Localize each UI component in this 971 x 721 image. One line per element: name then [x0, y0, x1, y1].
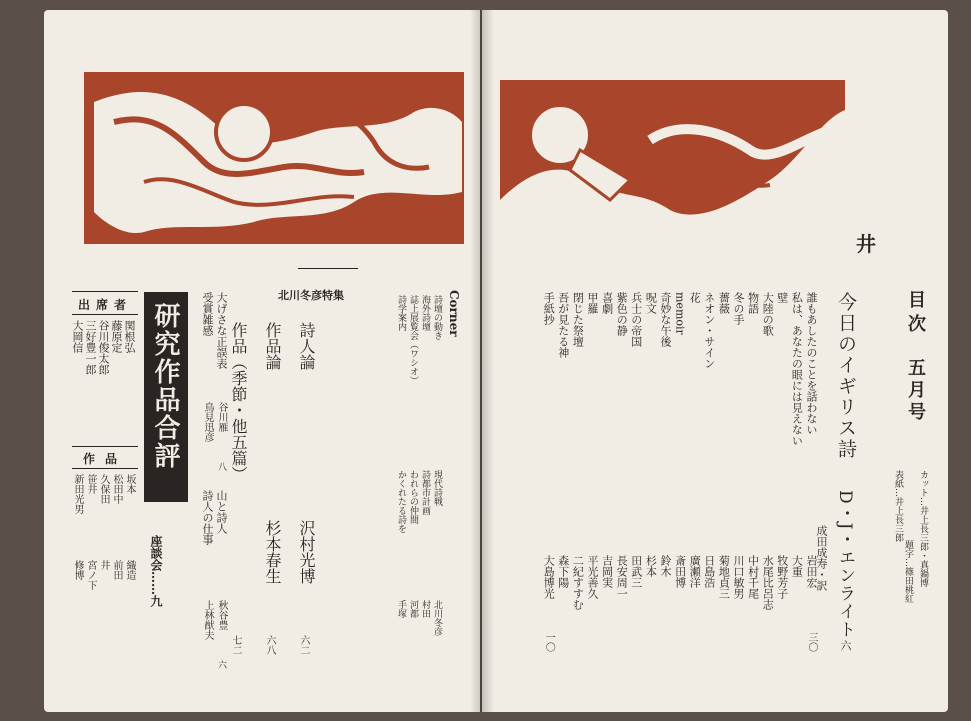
cut-credit: カット…井上長三郎・真鍋博 [918, 470, 928, 587]
section-title-block [144, 292, 188, 502]
special-item-page: 七二 [230, 635, 241, 655]
design-credit: 題字…篠田桃紅 [903, 540, 913, 603]
section-title: 研究作品合評 [150, 302, 180, 470]
author-name: 坂本 [124, 474, 135, 494]
misc-item-title: 受賞雑感 [201, 292, 214, 336]
attendees-heading: 出席者 [77, 298, 132, 312]
issue-label: 五月号 [905, 358, 926, 424]
poem-author: 牧野芳子 [775, 555, 789, 599]
author-name-extra: 織造 [124, 560, 135, 580]
author-name: 笹井 [85, 474, 96, 494]
author-name-extra: 井 [98, 560, 109, 570]
woodcut-illustration-left [84, 72, 464, 244]
rule-staff-mid [72, 314, 138, 315]
poem-title: 吾が見たる神 [556, 292, 570, 358]
poem-title: 私は、あなたの眼には見えない [790, 292, 804, 446]
author-name: 久保田 [98, 474, 109, 504]
author-name-extra: 修博 [72, 560, 83, 580]
rule-authors-mid [72, 468, 138, 469]
rule-top [298, 268, 358, 269]
poem-title: 冬の手 [732, 292, 745, 325]
attendee-name: 大岡信 [71, 320, 84, 353]
feature-page: 六 [839, 640, 852, 651]
poem-author: 杉本 [644, 555, 658, 577]
poem-title: 喜劇 [600, 292, 614, 314]
poem-author: 吉岡実 [600, 555, 614, 588]
special-item-page: 六二 [298, 635, 309, 655]
special-heading: 北川冬彦特集 [278, 289, 344, 302]
poem-page: 三〇 [806, 632, 817, 652]
special-item-title: 作品（季節・他五篇） [229, 322, 248, 482]
poem-author: 菊地貞三 [717, 555, 731, 599]
corner-author: 河都 [408, 600, 418, 618]
poem-author: 大島博光 [542, 555, 556, 599]
misc-item-page: 八 [216, 462, 226, 471]
poem-author: 斎田博 [673, 555, 687, 588]
woodcut-figure-left [84, 72, 464, 244]
special-item-author: 沢村光博 [297, 520, 316, 584]
rule-staff-top [72, 291, 138, 292]
feature-title: 今日のイギリス詩 [835, 292, 857, 460]
poem-title: 呪文 [644, 292, 658, 314]
poem-author: 田武三 [629, 555, 643, 588]
special-item-page: 六八 [264, 635, 275, 655]
poem-author: 森下陽 [556, 555, 570, 588]
author-name-extra: 宮ノ下 [85, 560, 96, 590]
corner-item-2: 詩都市計画 [420, 470, 430, 515]
misc-item-author: 鳥見迅彦 [202, 402, 213, 442]
poem-page: 一〇 [543, 632, 555, 652]
poem-author: 二紀すすむ [571, 555, 585, 610]
poem-author: 鈴木 [659, 555, 672, 577]
illustrator-mark: 井 [856, 232, 876, 256]
corner-title: Corner [447, 290, 461, 337]
poem-author: 大重 [790, 555, 804, 577]
misc-item-title: 詩人の仕事 [201, 490, 214, 545]
special-item-title: 作品論 [263, 322, 282, 370]
special-item-author: 杉本春生 [263, 520, 282, 584]
corner-author: 手塚 [396, 600, 406, 618]
book-gutter [470, 10, 494, 712]
toc-title: 目次 [905, 290, 926, 338]
corner-item: 誌上展覧会（ワシオ） [408, 295, 418, 385]
poem-author: 日島浩 [702, 555, 716, 588]
poem-title: 手紙抄 [542, 292, 556, 325]
poem-author: 水尾比呂志 [761, 555, 775, 610]
misc-item-title: 大げさな正誤表 [215, 292, 228, 369]
author-name: 松田中 [111, 474, 122, 504]
feature-translator: 成田成寿・訳 [815, 525, 828, 591]
poem-title: 物語 [746, 292, 760, 314]
misc-item-title: 山と詩人 [215, 490, 228, 534]
corner-item-2: われらの仲間 [408, 470, 418, 524]
special-item-title: 詩人論 [297, 322, 316, 370]
poem-title: 甲羅 [586, 292, 599, 314]
poem-title: 閉じた祭壇 [571, 292, 585, 347]
cover-credit: 表紙…井上長三郎 [893, 470, 903, 542]
poem-author: 中村千尾 [746, 555, 760, 599]
poem-title: ネオン・サイン [702, 292, 716, 369]
corner-author: 村田 [420, 600, 430, 618]
poem-title: 誰もあしたのことを話わない [805, 292, 818, 435]
special-heading-box [230, 289, 344, 310]
rule-authors-top [72, 446, 138, 447]
authors-heading: 作品 [82, 452, 127, 466]
poem-title: 花 [688, 292, 702, 303]
corner-item-2: かくれたる詩を [396, 470, 406, 533]
poem-title: 兵士の帝国 [629, 292, 643, 347]
misc-item-author: 上林猷夫 [202, 600, 213, 640]
misc-item-page: 六 [216, 660, 226, 669]
poem-author: 岩田宏 [805, 555, 818, 588]
poem-title: 奇妙な午後 [659, 292, 672, 347]
corner-item-2: 現代詩戦 [432, 470, 442, 506]
woodcut-illustration-right [500, 80, 845, 245]
poem-author: 平光善久 [586, 555, 599, 599]
woodcut-figure-right [500, 80, 845, 245]
author-name-extra: 前田 [111, 560, 122, 580]
poem-author: 川口敏男 [732, 555, 745, 599]
attendee-name: 谷川俊太郎 [97, 320, 110, 375]
poem-title: memoir [673, 292, 687, 335]
author-name: 新田光男 [72, 474, 83, 514]
corner-item: 詩学案内 [396, 295, 406, 331]
corner-author: 北川冬彦 [432, 600, 442, 636]
misc-item-author: 谷川雁 [216, 402, 227, 432]
feature-author: D・J・エンライト [835, 490, 855, 639]
attendee-name: 藤原定 [110, 320, 123, 353]
poem-title: 壁 [775, 292, 789, 303]
corner-item: 詩壇の動き [432, 295, 442, 340]
misc-item-author: 秋谷豊 [216, 600, 227, 630]
zadankai-label: 座談会……九 [149, 535, 163, 607]
poem-title: 大陸の歌 [761, 292, 775, 336]
poem-author: 廣瀬洋 [688, 555, 702, 588]
attendee-name: 三好豊一郎 [84, 320, 97, 375]
poem-title: 薔薇 [717, 292, 731, 314]
attendee-name: 関根弘 [123, 320, 136, 353]
poem-author: 長安周一 [615, 555, 629, 599]
corner-item: 海外詩壇 [420, 295, 430, 331]
poem-title: 紫色の静 [615, 292, 629, 336]
